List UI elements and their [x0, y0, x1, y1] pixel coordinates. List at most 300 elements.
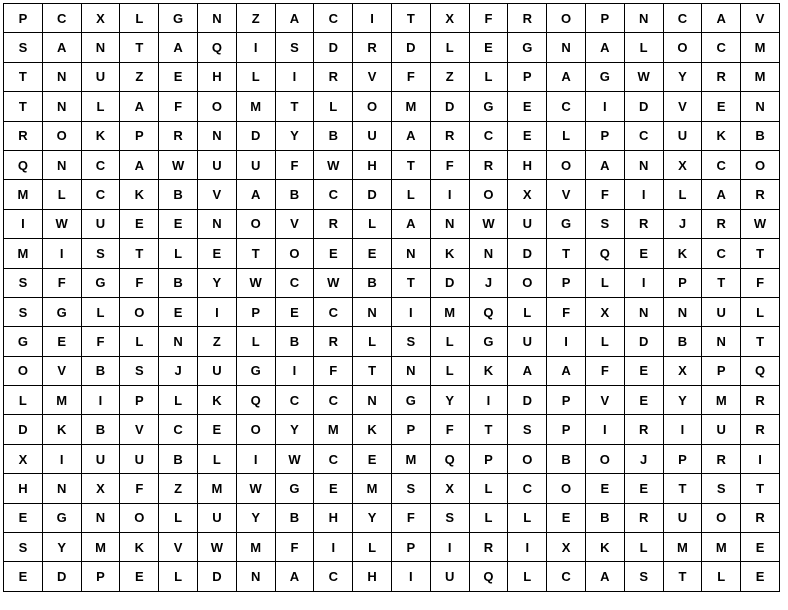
- letter-cell: F: [275, 150, 314, 179]
- letter-cell: R: [702, 209, 741, 238]
- letter-cell: E: [197, 239, 236, 268]
- letter-cell: S: [4, 297, 43, 326]
- letter-cell: O: [353, 92, 392, 121]
- letter-cell: L: [469, 503, 508, 532]
- letter-cell: T: [547, 239, 586, 268]
- letter-cell: L: [314, 92, 353, 121]
- letter-cell: I: [430, 533, 469, 562]
- letter-cell: R: [469, 150, 508, 179]
- letter-cell: T: [236, 239, 275, 268]
- letter-cell: Z: [120, 62, 159, 91]
- letter-cell: E: [159, 297, 198, 326]
- letter-cell: Y: [197, 268, 236, 297]
- letter-cell: E: [741, 562, 780, 591]
- letter-cell: L: [197, 444, 236, 473]
- letter-cell: W: [624, 62, 663, 91]
- letter-cell: I: [624, 180, 663, 209]
- letter-cell: I: [547, 327, 586, 356]
- letter-cell: T: [4, 92, 43, 121]
- letter-cell: X: [430, 474, 469, 503]
- letter-cell: B: [159, 180, 198, 209]
- grid-row: [4, 415, 780, 444]
- letter-cell: Q: [430, 444, 469, 473]
- letter-cell: L: [353, 209, 392, 238]
- letter-cell: N: [159, 327, 198, 356]
- grid-row: [4, 533, 780, 562]
- letter-cell: I: [391, 562, 430, 591]
- letter-cell: L: [585, 327, 624, 356]
- letter-cell: R: [624, 415, 663, 444]
- letter-cell: M: [741, 62, 780, 91]
- letter-cell: X: [547, 533, 586, 562]
- letter-cell: E: [314, 239, 353, 268]
- grid-row: [4, 121, 780, 150]
- letter-cell: F: [585, 180, 624, 209]
- letter-cell: Y: [42, 533, 81, 562]
- letter-cell: Y: [275, 121, 314, 150]
- letter-cell: R: [314, 62, 353, 91]
- letter-cell: G: [508, 33, 547, 62]
- letter-cell: U: [353, 121, 392, 150]
- letter-cell: L: [430, 327, 469, 356]
- letter-cell: I: [314, 533, 353, 562]
- letter-cell: T: [391, 4, 430, 33]
- letter-cell: L: [585, 268, 624, 297]
- letter-cell: L: [4, 386, 43, 415]
- letter-cell: X: [430, 4, 469, 33]
- letter-cell: L: [159, 239, 198, 268]
- letter-cell: H: [353, 562, 392, 591]
- letter-cell: K: [120, 533, 159, 562]
- letter-cell: R: [314, 209, 353, 238]
- letter-cell: M: [314, 415, 353, 444]
- letter-cell: I: [469, 386, 508, 415]
- letter-cell: D: [624, 327, 663, 356]
- grid-row: [4, 386, 780, 415]
- letter-cell: E: [159, 62, 198, 91]
- letter-cell: J: [624, 444, 663, 473]
- letter-cell: L: [236, 327, 275, 356]
- letter-cell: P: [547, 386, 586, 415]
- letter-cell: N: [42, 62, 81, 91]
- letter-cell: A: [508, 356, 547, 385]
- letter-cell: O: [42, 121, 81, 150]
- letter-cell: W: [314, 268, 353, 297]
- letter-cell: L: [391, 180, 430, 209]
- letter-cell: C: [314, 386, 353, 415]
- letter-cell: E: [4, 503, 43, 532]
- letter-cell: Z: [197, 327, 236, 356]
- letter-cell: V: [585, 386, 624, 415]
- letter-cell: U: [120, 444, 159, 473]
- letter-cell: A: [702, 4, 741, 33]
- letter-cell: E: [702, 92, 741, 121]
- letter-cell: D: [391, 33, 430, 62]
- letter-cell: Z: [236, 4, 275, 33]
- letter-cell: U: [508, 209, 547, 238]
- letter-cell: N: [236, 562, 275, 591]
- letter-cell: U: [81, 62, 120, 91]
- letter-cell: D: [624, 92, 663, 121]
- letter-cell: G: [4, 327, 43, 356]
- letter-cell: N: [430, 209, 469, 238]
- letter-cell: I: [236, 33, 275, 62]
- letter-cell: O: [469, 180, 508, 209]
- letter-cell: M: [430, 297, 469, 326]
- letter-cell: P: [547, 415, 586, 444]
- letter-cell: L: [547, 121, 586, 150]
- letter-cell: Y: [353, 503, 392, 532]
- letter-cell: E: [624, 474, 663, 503]
- letter-cell: G: [391, 386, 430, 415]
- letter-cell: A: [391, 121, 430, 150]
- letter-cell: I: [663, 415, 702, 444]
- letter-cell: E: [585, 474, 624, 503]
- letter-cell: O: [275, 239, 314, 268]
- letter-cell: A: [547, 356, 586, 385]
- letter-cell: V: [741, 4, 780, 33]
- letter-cell: F: [81, 327, 120, 356]
- letter-cell: Q: [469, 562, 508, 591]
- letter-cell: P: [585, 4, 624, 33]
- letter-cell: L: [741, 297, 780, 326]
- letter-cell: K: [197, 386, 236, 415]
- letter-cell: L: [42, 180, 81, 209]
- letter-cell: X: [663, 356, 702, 385]
- letter-cell: C: [702, 239, 741, 268]
- letter-cell: B: [81, 356, 120, 385]
- letter-cell: I: [197, 297, 236, 326]
- letter-cell: C: [314, 4, 353, 33]
- letter-cell: M: [4, 180, 43, 209]
- grid-row: [4, 297, 780, 326]
- letter-cell: L: [159, 562, 198, 591]
- letter-cell: R: [508, 4, 547, 33]
- letter-cell: S: [508, 415, 547, 444]
- letter-cell: U: [81, 444, 120, 473]
- letter-cell: P: [702, 356, 741, 385]
- letter-cell: M: [391, 92, 430, 121]
- letter-cell: M: [42, 386, 81, 415]
- letter-cell: D: [42, 562, 81, 591]
- letter-cell: W: [159, 150, 198, 179]
- letter-cell: X: [81, 474, 120, 503]
- letter-cell: E: [197, 415, 236, 444]
- letter-cell: N: [197, 4, 236, 33]
- letter-cell: R: [741, 386, 780, 415]
- letter-cell: N: [702, 327, 741, 356]
- grid-row: [4, 562, 780, 591]
- letter-cell: N: [624, 4, 663, 33]
- letter-cell: L: [702, 562, 741, 591]
- letter-cell: C: [159, 415, 198, 444]
- letter-cell: L: [81, 92, 120, 121]
- letter-cell: C: [547, 562, 586, 591]
- letter-cell: K: [81, 121, 120, 150]
- letter-cell: E: [547, 503, 586, 532]
- letter-cell: R: [159, 121, 198, 150]
- letter-cell: L: [469, 62, 508, 91]
- letter-cell: J: [469, 268, 508, 297]
- letter-cell: X: [81, 4, 120, 33]
- letter-cell: I: [741, 444, 780, 473]
- letter-cell: B: [275, 503, 314, 532]
- letter-cell: O: [508, 268, 547, 297]
- letter-cell: A: [42, 33, 81, 62]
- letter-cell: T: [469, 415, 508, 444]
- letter-cell: A: [236, 180, 275, 209]
- letter-cell: T: [741, 239, 780, 268]
- letter-cell: I: [508, 533, 547, 562]
- letter-cell: Q: [469, 297, 508, 326]
- letter-cell: Y: [236, 503, 275, 532]
- letter-cell: S: [4, 533, 43, 562]
- letter-cell: P: [547, 268, 586, 297]
- letter-cell: L: [120, 4, 159, 33]
- letter-cell: L: [430, 33, 469, 62]
- letter-cell: B: [585, 503, 624, 532]
- letter-cell: M: [702, 533, 741, 562]
- letter-cell: T: [353, 356, 392, 385]
- letter-cell: G: [469, 92, 508, 121]
- letter-cell: D: [236, 121, 275, 150]
- letter-cell: L: [508, 297, 547, 326]
- letter-cell: A: [702, 180, 741, 209]
- letter-cell: I: [353, 4, 392, 33]
- letter-cell: Q: [197, 33, 236, 62]
- letter-cell: U: [430, 562, 469, 591]
- letter-cell: E: [120, 562, 159, 591]
- letter-cell: M: [236, 533, 275, 562]
- letter-cell: C: [469, 121, 508, 150]
- letter-cell: T: [741, 474, 780, 503]
- letter-cell: R: [741, 503, 780, 532]
- letter-cell: K: [42, 415, 81, 444]
- letter-cell: R: [4, 121, 43, 150]
- letter-cell: F: [430, 415, 469, 444]
- letter-cell: H: [314, 503, 353, 532]
- letter-cell: Q: [4, 150, 43, 179]
- letter-cell: R: [702, 62, 741, 91]
- letter-cell: N: [81, 503, 120, 532]
- letter-cell: P: [391, 533, 430, 562]
- letter-cell: B: [81, 415, 120, 444]
- letter-cell: B: [741, 121, 780, 150]
- letter-cell: L: [120, 327, 159, 356]
- letter-cell: H: [4, 474, 43, 503]
- letter-cell: L: [508, 503, 547, 532]
- letter-cell: A: [120, 150, 159, 179]
- letter-cell: L: [624, 33, 663, 62]
- letter-cell: P: [663, 268, 702, 297]
- letter-cell: E: [314, 474, 353, 503]
- letter-cell: K: [469, 356, 508, 385]
- letter-cell: A: [275, 562, 314, 591]
- letter-cell: P: [585, 121, 624, 150]
- letter-cell: W: [314, 150, 353, 179]
- letter-cell: E: [741, 533, 780, 562]
- letter-cell: C: [314, 562, 353, 591]
- letter-cell: I: [585, 415, 624, 444]
- letter-cell: I: [275, 62, 314, 91]
- letter-cell: N: [624, 297, 663, 326]
- letter-cell: O: [120, 297, 159, 326]
- letter-cell: L: [508, 562, 547, 591]
- word-search-grid: [3, 3, 780, 592]
- letter-cell: V: [197, 180, 236, 209]
- letter-cell: T: [120, 239, 159, 268]
- letter-cell: A: [585, 562, 624, 591]
- letter-cell: U: [197, 150, 236, 179]
- letter-cell: S: [4, 268, 43, 297]
- letter-cell: B: [275, 180, 314, 209]
- letter-cell: V: [275, 209, 314, 238]
- letter-cell: A: [120, 92, 159, 121]
- letter-cell: E: [624, 386, 663, 415]
- letter-cell: F: [314, 356, 353, 385]
- letter-cell: C: [624, 121, 663, 150]
- letter-cell: M: [236, 92, 275, 121]
- letter-cell: V: [663, 92, 702, 121]
- letter-cell: C: [663, 4, 702, 33]
- letter-cell: K: [120, 180, 159, 209]
- letter-cell: G: [469, 327, 508, 356]
- grid-row: [4, 444, 780, 473]
- letter-cell: V: [120, 415, 159, 444]
- letter-cell: C: [81, 180, 120, 209]
- letter-cell: S: [624, 562, 663, 591]
- letter-cell: F: [391, 62, 430, 91]
- letter-cell: L: [236, 62, 275, 91]
- letter-cell: R: [624, 209, 663, 238]
- letter-cell: D: [508, 239, 547, 268]
- letter-cell: B: [353, 268, 392, 297]
- letter-cell: V: [42, 356, 81, 385]
- letter-cell: T: [4, 62, 43, 91]
- letter-cell: M: [81, 533, 120, 562]
- letter-cell: G: [159, 4, 198, 33]
- letter-cell: O: [547, 150, 586, 179]
- letter-cell: O: [197, 92, 236, 121]
- letter-cell: P: [508, 62, 547, 91]
- letter-cell: U: [508, 327, 547, 356]
- letter-cell: I: [391, 297, 430, 326]
- letter-cell: C: [314, 180, 353, 209]
- letter-cell: S: [120, 356, 159, 385]
- letter-cell: D: [508, 386, 547, 415]
- letter-cell: P: [81, 562, 120, 591]
- letter-cell: K: [353, 415, 392, 444]
- letter-cell: E: [42, 327, 81, 356]
- letter-cell: U: [702, 415, 741, 444]
- letter-cell: I: [42, 444, 81, 473]
- letter-cell: M: [702, 386, 741, 415]
- letter-cell: E: [159, 209, 198, 238]
- grid-row: [4, 356, 780, 385]
- letter-cell: Y: [663, 62, 702, 91]
- letter-cell: W: [236, 268, 275, 297]
- letter-cell: A: [547, 62, 586, 91]
- letter-cell: R: [469, 533, 508, 562]
- letter-cell: D: [353, 180, 392, 209]
- letter-cell: F: [430, 150, 469, 179]
- letter-cell: P: [120, 121, 159, 150]
- letter-cell: P: [391, 415, 430, 444]
- letter-cell: K: [585, 533, 624, 562]
- letter-cell: Y: [430, 386, 469, 415]
- letter-cell: E: [4, 562, 43, 591]
- grid-row: [4, 327, 780, 356]
- letter-cell: M: [197, 474, 236, 503]
- letter-cell: N: [81, 33, 120, 62]
- letter-cell: T: [120, 33, 159, 62]
- letter-cell: N: [663, 297, 702, 326]
- letter-cell: O: [508, 444, 547, 473]
- letter-cell: N: [624, 150, 663, 179]
- letter-cell: I: [81, 386, 120, 415]
- letter-cell: L: [353, 327, 392, 356]
- letter-cell: T: [663, 562, 702, 591]
- letter-cell: A: [585, 150, 624, 179]
- letter-cell: M: [4, 239, 43, 268]
- letter-cell: X: [4, 444, 43, 473]
- letter-cell: F: [741, 268, 780, 297]
- grid-row: [4, 268, 780, 297]
- letter-cell: B: [663, 327, 702, 356]
- letter-cell: U: [663, 121, 702, 150]
- letter-cell: N: [353, 386, 392, 415]
- letter-cell: T: [663, 474, 702, 503]
- letter-cell: I: [236, 444, 275, 473]
- letter-cell: B: [159, 268, 198, 297]
- letter-cell: U: [236, 150, 275, 179]
- grid-row: [4, 33, 780, 62]
- letter-cell: X: [585, 297, 624, 326]
- letter-cell: U: [702, 297, 741, 326]
- letter-cell: V: [547, 180, 586, 209]
- letter-cell: I: [4, 209, 43, 238]
- letter-cell: A: [159, 33, 198, 62]
- letter-cell: R: [430, 121, 469, 150]
- letter-cell: T: [391, 268, 430, 297]
- letter-cell: D: [197, 562, 236, 591]
- letter-cell: T: [275, 92, 314, 121]
- letter-cell: K: [430, 239, 469, 268]
- letter-cell: D: [430, 268, 469, 297]
- letter-cell: H: [508, 150, 547, 179]
- letter-cell: F: [585, 356, 624, 385]
- grid-row: [4, 474, 780, 503]
- letter-cell: N: [197, 121, 236, 150]
- letter-cell: C: [314, 297, 353, 326]
- letter-cell: F: [469, 4, 508, 33]
- letter-cell: E: [508, 121, 547, 150]
- letter-cell: C: [547, 92, 586, 121]
- letter-cell: S: [391, 474, 430, 503]
- letter-cell: O: [120, 503, 159, 532]
- letter-cell: O: [585, 444, 624, 473]
- letter-cell: I: [585, 92, 624, 121]
- letter-cell: G: [236, 356, 275, 385]
- letter-cell: P: [120, 386, 159, 415]
- letter-cell: L: [159, 386, 198, 415]
- letter-cell: F: [275, 533, 314, 562]
- letter-cell: W: [469, 209, 508, 238]
- letter-cell: Z: [430, 62, 469, 91]
- letter-cell: Q: [236, 386, 275, 415]
- letter-cell: G: [585, 62, 624, 91]
- letter-cell: U: [81, 209, 120, 238]
